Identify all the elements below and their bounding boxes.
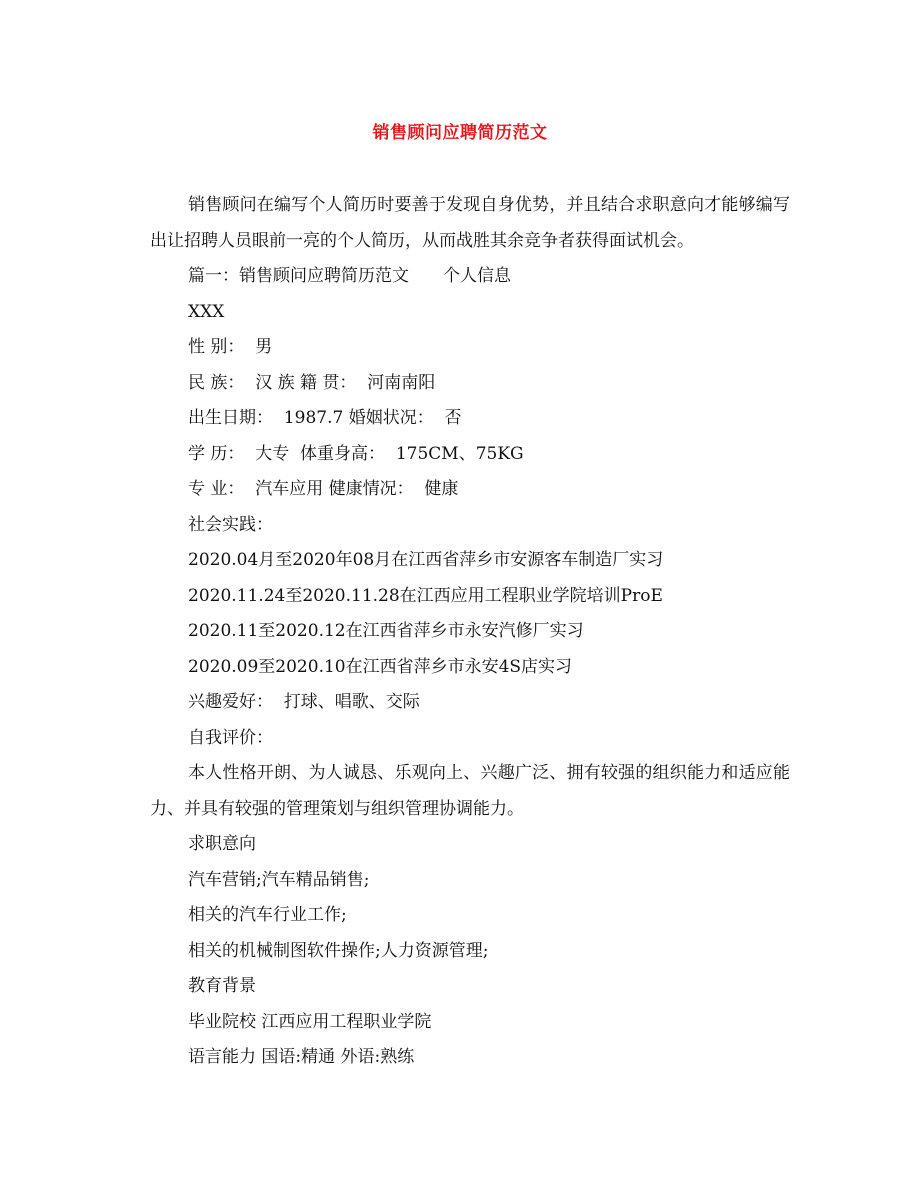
text-line: 学 历： 大专 体重身高： 175CM、75KG — [188, 443, 524, 464]
text-line: 相关的机械制图软件操作;人力资源管理; — [188, 940, 489, 961]
text-line: 毕业院校 江西应用工程职业学院 — [188, 1011, 432, 1032]
document-title: 销售顾问应聘简历范文 — [372, 123, 548, 143]
text-line: 语言能力 国语:精通 外语:熟练 — [188, 1047, 415, 1067]
text-line: 2020.11至2020.12在江西省萍乡市永安汽修厂实习 — [188, 621, 584, 641]
text-line: 性 别： 男 — [188, 337, 273, 357]
text-line: 出生日期： 1987.7 婚姻状况： 否 — [188, 408, 462, 428]
text-line: 求职意向 — [188, 834, 256, 854]
text-line: XXX — [188, 301, 225, 322]
self-eval-paragraph: 本人性格开朗、为人诚恳、乐观向上、兴趣广泛、拥有较强的组织能力和适应能力、并具有较强的管理策划与组织管理协调能力。 — [150, 763, 790, 819]
text-line: 兴趣爱好： 打球、唱歌、交际 — [188, 692, 420, 712]
text-line: 2020.09至2020.10在江西省萍乡市永安4S店实习 — [188, 656, 573, 677]
text-line: 社会实践： — [188, 514, 273, 535]
document-body — [150, 188, 790, 1076]
text-line: 汽车营销;汽车精品销售; — [188, 869, 370, 890]
text-line: 相关的汽车行业工作; — [188, 905, 347, 925]
text-line: 篇一：销售顾问应聘简历范文 个人信息 — [188, 266, 511, 286]
text-line: 自我评价： — [188, 727, 273, 748]
text-line: 教育背景 — [188, 976, 256, 996]
intro-paragraph: 销售顾问在编写个人简历时要善于发现自身优势，并且结合求职意向才能够编写出让招聘人员眼前一亮的个人简历，从而战胜其余竞争者获得面试机会。 — [150, 195, 790, 251]
text-line: 专 业： 汽车应用 健康情况： 健康 — [188, 479, 459, 499]
text-line: 2020.04月至2020年08月在江西省萍乡市安源客车制造厂实习 — [188, 550, 664, 570]
text-line: 民 族： 汉 族 籍 贯： 河南南阳 — [188, 372, 436, 393]
text-line: 2020.11.24至2020.11.28在江西应用工程职业学院培训ProE — [188, 585, 663, 606]
